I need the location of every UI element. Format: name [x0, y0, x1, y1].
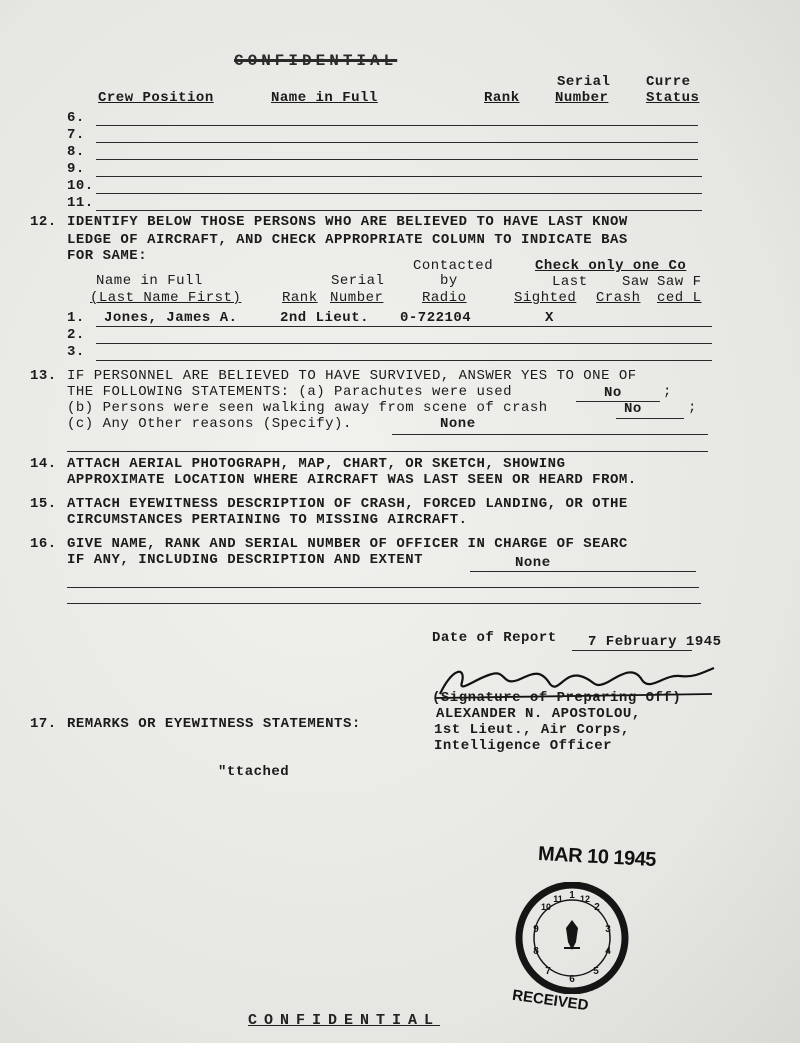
header-rank: Rank — [282, 290, 318, 306]
form-line — [96, 142, 698, 143]
header-name-in-full: Name in Full — [271, 90, 378, 106]
header-serial-1: Serial — [331, 273, 385, 289]
item-number: 16. — [30, 536, 57, 552]
form-line — [96, 193, 702, 194]
header-serial-2: Number — [555, 90, 609, 106]
officer-title: Intelligence Officer — [434, 738, 613, 754]
answer-a-line — [576, 401, 660, 402]
header-crash-1: Saw — [622, 274, 649, 290]
form-line — [96, 326, 712, 327]
form-line — [96, 360, 712, 361]
header-contacted-2: by — [440, 273, 458, 289]
seal-number: 10 — [540, 902, 552, 912]
item15-text-line: CIRCUMSTANCES PERTAINING TO MISSING AIRCRAFT. — [67, 512, 468, 528]
form-line — [67, 587, 699, 588]
item-number: 14. — [30, 456, 57, 472]
semicolon: ; — [663, 384, 672, 400]
form-line — [96, 159, 698, 160]
row-number: 7. — [67, 127, 85, 143]
item13-text-line: IF PERSONNEL ARE BELIEVED TO HAVE SURVIVED, ANSWER YES TO ONE OF — [67, 368, 637, 384]
item13-text-line: (c) Any Other reasons (Specify). — [67, 416, 352, 432]
officer-rank: 1st Lieut., Air Corps, — [434, 722, 630, 738]
form-line — [67, 603, 701, 604]
answer-b: No — [624, 401, 642, 417]
remarks-value: "ttached — [218, 764, 290, 780]
row-number: 10. — [67, 178, 94, 194]
seal-number: 3 — [605, 924, 611, 935]
seal-number: 2 — [594, 902, 600, 913]
item14-text-line: APPROXIMATE LOCATION WHERE AIRCRAFT WAS LAST SEEN OR HEARD FROM. — [67, 472, 637, 488]
row-number: 1. — [67, 310, 85, 326]
item16-text-line: IF ANY, INCLUDING DESCRIPTION AND EXTENT — [67, 552, 424, 568]
date-of-report-label: Date of Report — [432, 630, 557, 646]
item-number: 12. — [30, 214, 57, 230]
header-last-1: Last — [552, 274, 588, 290]
answer-a: No — [604, 385, 622, 401]
contact-serial: 0-722104 — [400, 310, 472, 326]
item-number: 17. — [30, 716, 57, 732]
row-number: 8. — [67, 144, 85, 160]
classification-top: CONFIDENTIAL — [234, 52, 398, 70]
seal-number: 4 — [605, 946, 611, 957]
header-crash-2: Crash — [596, 290, 641, 306]
signature-caption: (Signature of Preparing Off) — [432, 690, 682, 706]
item14-text-line: ATTACH AERIAL PHOTOGRAPH, MAP, CHART, OR SKETCH, SHOWING — [67, 456, 566, 472]
date-of-report-value: 7 February 1945 — [588, 634, 722, 650]
row-number: 9. — [67, 161, 85, 177]
header-name-1: Name in Full — [96, 273, 203, 289]
header-serial-2: Number — [330, 290, 384, 306]
item13-text-line: (b) Persons were seen walking away from scene of crash — [67, 400, 548, 416]
header-status-1: Curre — [646, 74, 691, 90]
row-number: 11. — [67, 195, 94, 211]
header-crew-position: Crew Position — [98, 90, 214, 106]
received-stamp: RECEIVED — [511, 986, 590, 1015]
contact-name: Jones, James A. — [104, 310, 238, 326]
answer-c-line — [392, 434, 708, 435]
answer-b-line — [616, 418, 684, 419]
received-seal-icon — [512, 882, 634, 994]
officer-name: ALEXANDER N. APOSTOLOU, — [436, 706, 641, 722]
form-line — [67, 451, 708, 452]
row-number: 3. — [67, 344, 85, 360]
seal-number: 8 — [533, 946, 539, 957]
seal-number: 11 — [553, 894, 563, 904]
item12-text-line: FOR SAME: — [67, 248, 148, 264]
header-status-2: Status — [646, 90, 700, 106]
item-number: 13. — [30, 368, 57, 384]
form-line — [470, 571, 696, 572]
header-rank: Rank — [484, 90, 520, 106]
seal-number: 9 — [533, 924, 539, 935]
seal-number: 6 — [569, 974, 575, 985]
item-number: 15. — [30, 496, 57, 512]
header-name-2: (Last Name First) — [90, 290, 242, 306]
seal-number: 7 — [545, 966, 551, 977]
header-forced-2: ced L — [657, 290, 702, 306]
seal-number: 1 — [569, 890, 575, 901]
header-check-only-one: Check only one Co — [535, 258, 687, 274]
item13-text-line: THE FOLLOWING STATEMENTS: (a) Parachutes were used — [67, 384, 513, 400]
date-line — [572, 650, 692, 651]
header-serial-1: Serial — [557, 74, 611, 90]
item12-text-line: LEDGE OF AIRCRAFT, AND CHECK APPROPRIATE COLUMN TO INDICATE BAS — [67, 232, 628, 248]
date-stamp: MAR 10 1945 — [537, 842, 657, 872]
form-line — [96, 176, 702, 177]
header-last-2: Sighted — [514, 290, 577, 306]
seal-number: 5 — [593, 966, 599, 977]
item12-text-line: IDENTIFY BELOW THOSE PERSONS WHO ARE BELIEVED TO HAVE LAST KNOW — [67, 214, 628, 230]
item17-label: REMARKS OR EYEWITNESS STATEMENTS: — [67, 716, 361, 732]
last-sighted-mark: X — [545, 310, 554, 326]
row-number: 2. — [67, 327, 85, 343]
form-line — [96, 125, 698, 126]
row-number: 6. — [67, 110, 85, 126]
header-contacted-3: Radio — [422, 290, 467, 306]
item16-text-line: GIVE NAME, RANK AND SERIAL NUMBER OF OFFICER IN CHARGE OF SEARC — [67, 536, 628, 552]
classification-bottom: CONFIDENTIAL — [248, 1012, 441, 1029]
answer-officer: None — [515, 555, 551, 571]
semicolon: ; — [688, 400, 697, 416]
item15-text-line: ATTACH EYEWITNESS DESCRIPTION OF CRASH, FORCED LANDING, OR OTHE — [67, 496, 628, 512]
header-contacted-1: Contacted — [413, 258, 494, 274]
contact-rank: 2nd Lieut. — [280, 310, 370, 326]
answer-c: None — [440, 416, 476, 432]
seal-number: 12 — [579, 894, 591, 904]
form-line — [96, 343, 712, 344]
form-line — [96, 210, 702, 211]
header-forced-1: Saw F — [657, 274, 702, 290]
